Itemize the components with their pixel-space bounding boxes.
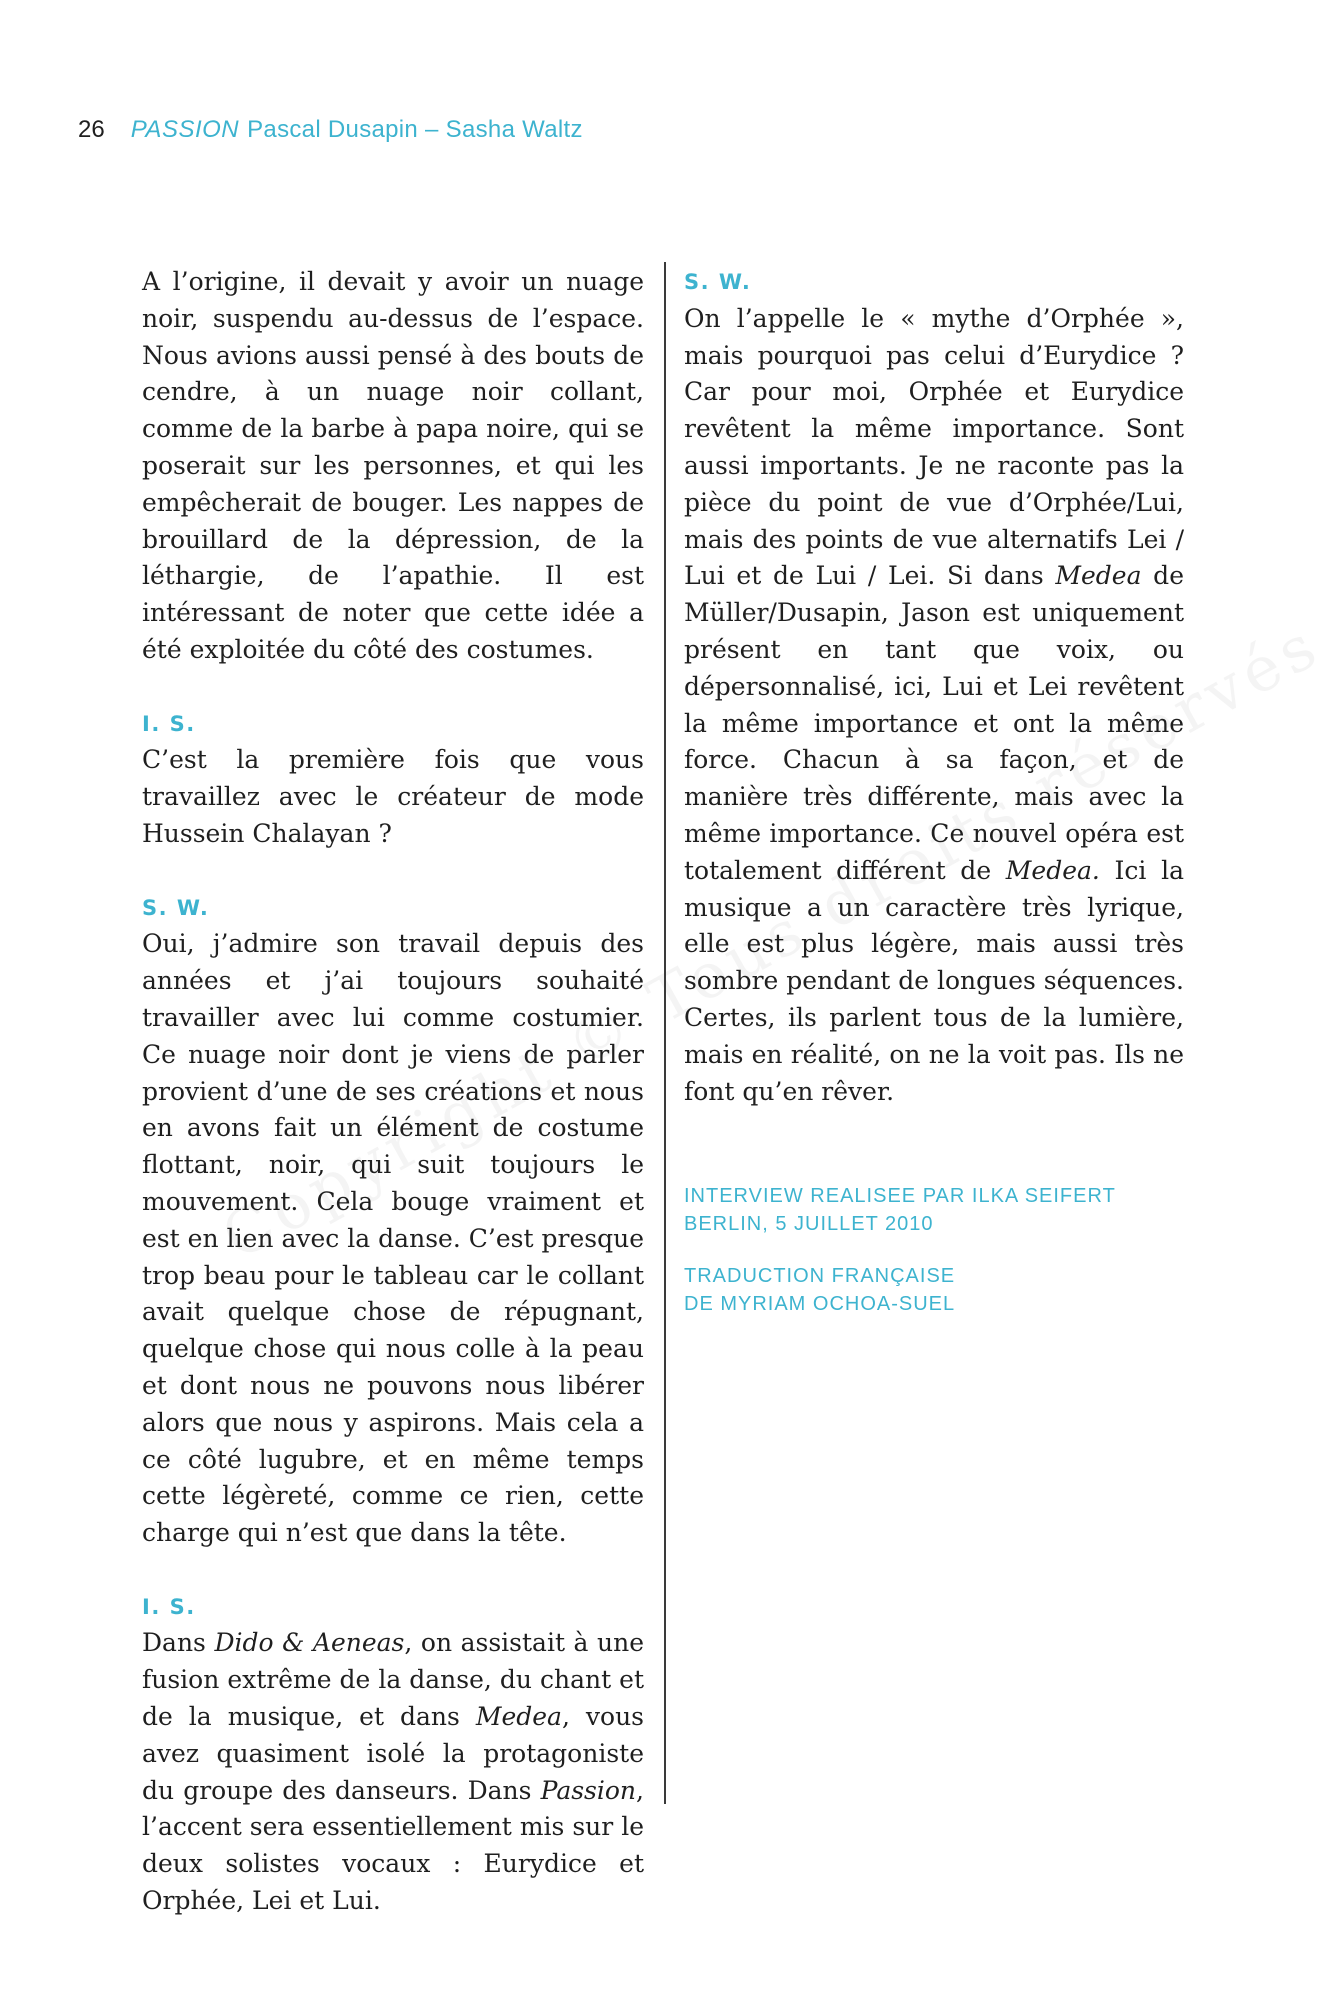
italic-title: Medea [1055, 561, 1142, 591]
text-run: , l’accent sera essentiellement mis sur le deux solistes vocaux : Eurydice et Orphée, Lei et Lui. [142, 1775, 644, 1916]
credit-line: INTERVIEW REALISEE PAR ILKA SEIFERT [684, 1185, 1116, 1208]
intro-block [142, 264, 644, 669]
text-run: On l’appelle le « mythe d’Orphée », mais pourquoi pas celui d’Eurydice ? Car pour moi, Orphée et Eurydice revêtent la même importance. Sont aussi importants. Je ne raconte pas la pièce du point de vue d’Orphée/Lui, mais des points de vue alternatifs Lei / Lui et de Lui / Lei. Si dans [684, 303, 1184, 591]
speaker-label: I. S. [142, 711, 196, 736]
left-column [142, 264, 644, 1957]
answer-paragraph [684, 301, 1184, 1111]
italic-title: Medea. [1005, 855, 1100, 885]
page-number: 26 [78, 116, 105, 143]
italic-title: Dido & Aeneas [214, 1628, 405, 1658]
speaker-label: S. W. [142, 895, 210, 920]
column-divider [664, 262, 666, 1804]
running-title: PASSION [130, 116, 240, 143]
italic-title: Medea [475, 1702, 562, 1732]
answer-paragraph: Oui, j’admire son travail depuis des années et j’ai toujours souhaité travailler avec lui comme costumier. Ce nuage noir dont je viens de parler provient d’une de ses créations et nous en avons fait un élément de costume flottant, noir, qui suit toujours le mouvement. Cela bouge vraiment et est en lien avec la danse. C’est presque trop beau pour le tableau car le collant avait quelque chose de répugnant, quelque chose qui nous colle à la peau et dont nous ne pouvons nous libérer alors que nous y aspirons. Mais cela a ce côté lugubre, et en même temps cette légèreté, comme ce rien, cette charge qui n’est que dans la tête. [142, 929, 644, 1548]
question-block [142, 706, 644, 853]
text-run: Ici la musique a un caractère très lyrique, elle est plus légère, mais aussi très sombre pendant de longues séquences. Certes, ils parlent tous de la lumière, mais en réalité, on ne la voit pas. Ils ne font qu’en rêver. [684, 855, 1184, 1106]
translation-credit [684, 1262, 1184, 1318]
right-column [684, 264, 1184, 1342]
credit-line: TRADUCTION FRANÇAISE [684, 1265, 956, 1288]
speaker-label: I. S. [142, 1594, 196, 1619]
credit-line: BERLIN, 5 JUILLET 2010 [684, 1213, 934, 1236]
text-run: , on assistait à une fusion extrême de la danse, du chant et de la musique, et dans [142, 1628, 644, 1732]
text-run: Dans [142, 1628, 215, 1658]
text-run: de Müller/Dusapin, Jason est uniquement présent en tant que voix, ou dépersonnalisé, ici, Lui et Lei revêtent la même importance et ont la même force. Chacun à sa façon, et de manière très différente, mais avec la même importance. Ce nouvel opéra est totalement différent de [684, 561, 1184, 885]
italic-title: Passion [540, 1775, 637, 1805]
credit-line: DE MYRIAM OCHOA-SUEL [684, 1293, 956, 1316]
interview-credit [684, 1182, 1184, 1238]
question-block [142, 1589, 644, 1920]
text-run: , vous avez quasiment isolé la protagoniste du groupe des danseurs. Dans [142, 1702, 645, 1805]
answer-block [142, 890, 644, 1552]
credits [684, 1182, 1184, 1318]
intro-paragraph: A l’origine, il devait y avoir un nuage noir, suspendu au-dessus de l’espace. Nous avions aussi pensé à des bouts de cendre, à un nuage noir collant, comme de la barbe à papa noire, qui se poserait sur les personnes, et qui les empêcherait de bouger. Les nappes de brouillard de la dépression, de la léthargie, de l’apathie. Il est intéressant de noter que cette idée a été exploitée du côté des costumes. [142, 267, 644, 664]
running-authors: Pascal Dusapin – Sasha Waltz [247, 116, 583, 143]
answer-block [684, 264, 1184, 1110]
running-header [78, 116, 583, 156]
speaker-label: S. W. [684, 270, 752, 294]
question-paragraph [142, 1625, 644, 1919]
question-paragraph: C’est la première fois que vous travaillez avec le créateur de mode Hussein Chalayan ? [142, 745, 644, 848]
